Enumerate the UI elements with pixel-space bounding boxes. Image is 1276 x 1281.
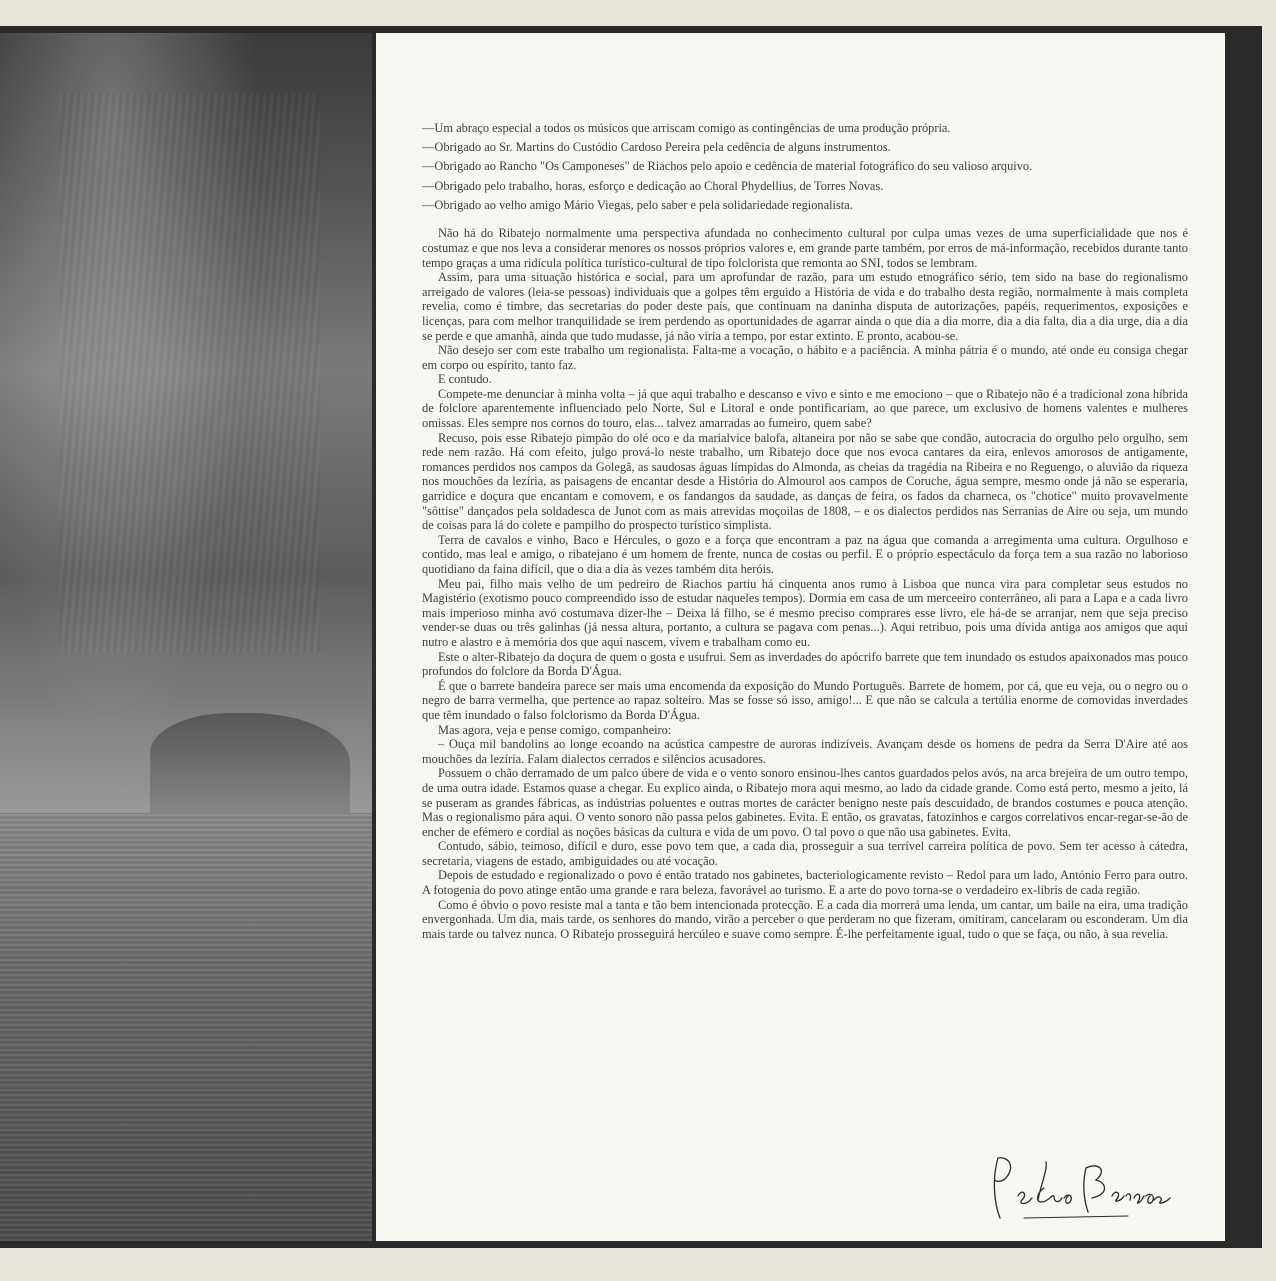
essay-paragraph: E contudo. [438, 372, 492, 387]
essay-paragraph: – Ouça mil bandolins ao longe ecoando na acústica campestre de auroras indizíveis. Avançam desde os homens de pedra da Serra D'Aire até aos mouchões da lezíria. Falam dialectos cerrados e silêncios acusadores. [422, 737, 1188, 766]
essay-paragraph: Terra de cavalos e vinho, Baco e Hércules, o gozo e a força que encontram a paz na água que comanda a arregimenta uma cultura. Orgulhoso e contido, mas leal e amigo, o ribatejano é um homem de frente, nunca de costas ou perfil. E o próprio espectáculo da força tem a sua razão no laborioso quotidiano da faina difícil, que o dia a dia às vezes também dita heróis. [422, 532, 1188, 576]
essay-paragraph: É que o barrete bandeira parece ser mais uma encomenda da exposição do Mundo Português. Barrete de homem, por cá, que eu veja, ou o negro ou o negro de barra vermelha, que pertence ao rapaz solteiro. Mas se fosse só isso, amigo!... E que não se calcula a tertúlia enorme de comovidas inverdades que têm inundado o falso folclorismo da Borda D'Água. [422, 678, 1188, 722]
liner-notes-content [422, 121, 1188, 941]
handwritten-signature [988, 1148, 1178, 1228]
essay-paragraph: Não desejo ser com este trabalho um regionalista. Falta-me a vocação, o hábito e a paciência. A minha pátria é o mundo, até onde eu consiga chegar em corpo ou espírito, tanto faz. [422, 343, 1188, 372]
essay-paragraph: Mas agora, veja e pense comigo, companheiro: [438, 722, 672, 737]
essay-text [422, 226, 1188, 941]
essay-paragraph: Compete-me denunciar à minha volta – já que aqui trabalho e descanso e vivo e sinto e me emociono – que o Ribatejo não é a tradicional zona híbrida de folclore aparentemente influenciado pelo Norte, Sul e Litoral e onde pontificariam, ao que parece, um exclusivo de homens valentes e mulheres omissas. Eles sempre nos cornos do touro, elas... talvez amarradas ao fumeiro, quem sabe? [422, 386, 1188, 431]
liner-notes-panel [376, 33, 1239, 1241]
essay-paragraph: Contudo, sábio, teimoso, difícil e duro, esse povo tem que, a cada dia, prosseguir a sua terrível carreira política de povo. Sem ter acesso à cátedra, secretaria, viagens de estado, ambiguidades ou até vocação. [422, 839, 1188, 868]
acknowledgement-line: —Obrigado ao Sr. Martins do Custódio Cardoso Pereira pela cedência de alguns instrumentos. [422, 140, 891, 155]
essay-paragraph: Este o alter-Ribatejo da doçura de quem o gosta e usufrui. Sem as inverdades do apócrifo barrete que tem inundado os estudos apaixonados mas pouco profundos do folclore da Borda D'Água. [422, 649, 1188, 679]
storm-landscape-photo [0, 33, 372, 1241]
acknowledgement-line: —Um abraço especial a todos os músicos que arriscam comigo as contingências de uma produção própria. [422, 121, 951, 135]
essay-paragraph: Como é óbvio o povo resiste mal a tanta e tão bem intencionada protecção. E a cada dia morrerá uma lenda, um cantar, um baile na eira, uma tradição envergonhada. Um dia, mais tarde, os senhores do mando, virão a perceber o que perderam no que fizeram, omitiram, cancelaram ou esconderam. Um dia mais tarde ou talvez nunca. O Ribatejo prosseguirá hercúleo e suave como sempre. É-lhe perfeitamente igual, tudo o que se faça, ou não, à sua revelia. [422, 897, 1188, 941]
acknowledgements-list [422, 121, 1188, 212]
essay-paragraph: Depois de estudado e regionalizado o povo é então tratado nos gabinetes, bacteriologicamente revisto – Redol para um lado, António Ferro para outro. A fotogenia do povo atinge então uma grande e rara beleza, favorável ao turismo. E a arte do povo torna-se o verdadeiro ex-libris de cada região. [422, 868, 1188, 898]
essay-paragraph: Não há do Ribatejo normalmente uma perspectiva afundada no conhecimento cultural por culpa umas vezes de uma superficialidade que nos é costumaz e que nos leva a considerar menores os nossos próprios valores e, em grande parte também, por erros de má-informação, recebidos durante tanto tempo graças a uma ridícula política turístico-cultural de tipo folclorista que remonta ao SNI, todos se lembram. [422, 226, 1188, 270]
rain-cloud-shape [60, 93, 320, 653]
acknowledgement-line: —Obrigado ao velho amigo Mário Viegas, pelo saber e pela solidariedade regionalista. [422, 197, 853, 212]
essay-paragraph: Assim, para uma situação histórica e social, para um aprofundar de razão, para um estudo etnográfico sério, tem sido na base do regionalismo arreigado de valores (leia-se pessoas) individuais que a golpes têm erguido a História de vida e do trabalho desta região, normalmente à mais completa revelia, como é timbre, das secretarias do poder deste país, que continuam na daninha disputa de autorizações, papéis, requerimentos, exposições e licenças, para com melhor tranquilidade se irem perdendo as oportunidades de agarrar ainda o que dia a dia morre, dia a dia falta, dia a dia urge, dia a dia se perde e que amanhã, ainda que tudo mudasse, já não viria a tempo, por estar extinto. E pronto, acabou-se. [422, 270, 1188, 343]
tree-line-shape [150, 713, 350, 813]
acknowledgement-line: —Obrigado ao Rancho "Os Camponeses" de Riachos pelo apoio e cedência de material fotográfico do seu valioso arquivo. [422, 159, 1033, 174]
essay-paragraph: Possuem o chão derramado de um palco úbere de vida e o vento sonoro ensinou-lhes cantos guardados pelos avós, na arca brejeira de um outro tempo, de uma outra idade. Estamos quase a chegar. Eu explico ainda, o Ribatejo mora aqui mesmo, ao lado da cidade grande. Como está perto, mesmo a jeito, lá se puseram as grandes fábricas, as indústrias poluentes e outras mortes de carácter benigno neste país descuidado, de brandos costumes e pouca atenção. Mas o regionalismo pára aqui. O vento sonoro não passa pelos gabinetes. Evita. E então, os gravatas, fatozinhos e cargos correlativos encar-regar-se-ão de encher de efémero e cordial as noções básicas da cultura e vida de um povo. O tal povo o que não usa gabinetes. Evita. [422, 766, 1188, 839]
essay-paragraph: Recuso, pois esse Ribatejo pimpão do olé oco e da marialvice balofa, altaneira por não se sabe que condão, autocracia do orgulho pelo orgulho, sem rede nem razão. Há com efeito, julgo prová-lo neste trabalho, um Ribatejo doce que nos evoca cantares da eira, enlevos amorosos de antigamente, romances perdidos nos campos da Golegã, as saudosas águas límpidas do Almonda, as cheias da tragédia na Ribeira e no Reguengo, o aluvião da riqueza nos mouchões da lezíria, as paisagens de encantar desde a História do Almourol aos campos de Coruche, água sempre, mesmo onde já não se esperaria, garridice e doçura que encantam e comovem, e os fandangos da saudade, as danças de feira, os fados da charneca, os "chotice" muito provavelmente "sôttise" dançados pela soldadesca de Junot com as mais atrevidas moçoilas de 1808, – e os dialectos perdidos nas Serranias de Aire ou seja, um mundo de coisas para lá do colete e pampilho do prospecto turístico simplista. [422, 430, 1188, 533]
field-shape [0, 813, 372, 1241]
acknowledgement-line: —Obrigado pelo trabalho, horas, esforço e dedicação ao Choral Phydellius, de Torres Novas. [422, 178, 884, 193]
essay-paragraph: Meu pai, filho mais velho de um pedreiro de Riachos partiu há cinquenta anos rumo à Lisboa que nunca vira para completar seus estudos no Magistério (exotismo pouco compreendido isso de estudar naqueles tempos). Dormia em casa de um merceeiro conterrâneo, ali para a Lapa e a cada livro mais imperioso minha avó costumava dizer-lhe – Deixa lá filho, se é mesmo preciso comprares esse livro, ele há-de se arranjar, nem que seja preciso vender-se duas ou três galinhas (já nessa altura, portanto, a cultura se pagava com penas...). Aqui retribuo, pois uma dívida antiga aos amigos que aqui nutro e alastro e à memória dos que aqui nascem, vivem e trabalham como eu. [422, 576, 1188, 649]
